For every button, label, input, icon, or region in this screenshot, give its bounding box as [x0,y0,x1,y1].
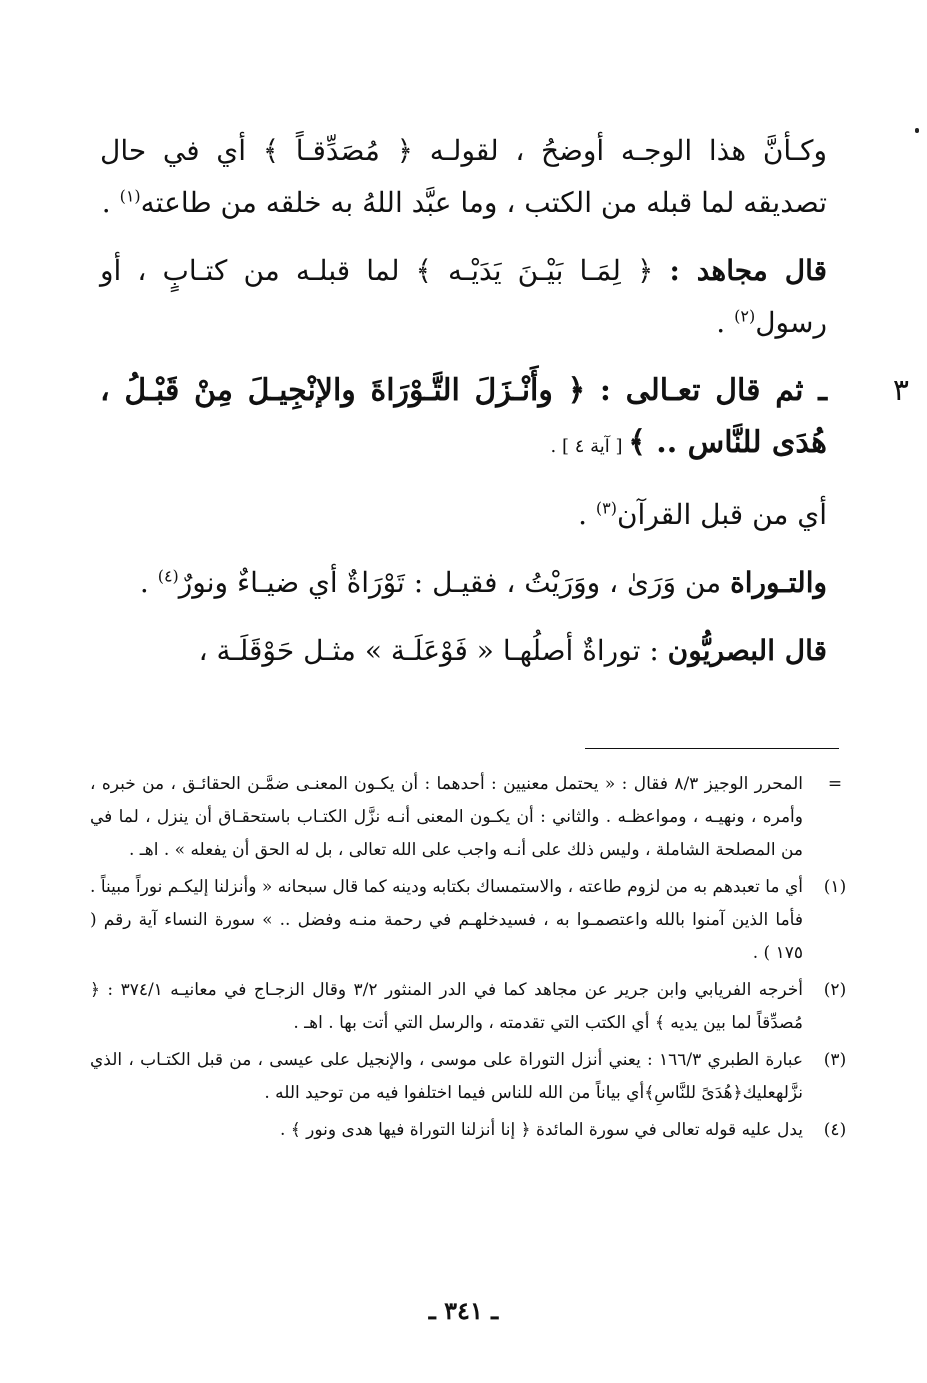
verse-end: . [550,436,557,457]
paragraph-5-end: . [139,566,158,599]
paragraph-6-text: : توراةٌ أصلُهـا « فَوْعَلَـة » مثـل حَوْقَلَـة ، [198,634,668,667]
paragraph-2-end: . [716,306,735,339]
paragraph-4-text: أي من قبل القرآن [616,498,827,531]
main-text [100,125,909,693]
paragraph-2 [100,245,827,349]
footnote-4 [90,1114,847,1147]
footnote-1-marker: (١) [823,877,847,897]
margin-speck [915,128,919,133]
paragraph-5 [100,557,827,609]
mujahid-lead: قال مجاهد : [669,254,827,287]
paragraph-1-text: وكـأنَّ هذا الوجـه أوضحُ ، لقولـه ﴿ مُصَدِّقـاً ﴾ أي في حال تصديقه لما قبله من الكتب ، وما عبَّد اللهُ به خلقه من طاعته [100,134,827,219]
footnote-3 [90,1044,847,1110]
verse-reference: [ آية ٤ ] [556,436,629,457]
footnote-ref-4[interactable]: (٤) [157,566,179,586]
footnote-1-text: أي ما تعبدهم به من لزوم طاعته ، والاستمساك بكتابه ودينه كما قال سبحانه « وأنزلنا إليكـم نوراً مبيناً . فأما الذين آمنوا بالله واعتصمـوا به ، فسيدخلهـم في رحمة منـه وفضل .. » سورة النساء آية رقم ( ١٧٥ ) . [90,877,803,963]
page-number: ـ ٣٤١ ـ [428,1296,499,1325]
paragraph-1-end: . [101,186,120,219]
numbered-item-3 [100,365,909,473]
footnote-4-text: يدل عليه قوله تعالى في سورة المائدة ﴿ إنا أنزلنا التوراة فيها هدى ونور ﴾ . [280,1120,803,1140]
footnote-continuation-text: المحرر الوجيز ٨/٣ فقال : « يحتمل معنيين : أحدهما : أن يكـون المعنـى ضمَّـن الحقائـق ، من خبره ، وأمره ، ونهيـه ، ومواعظـه . والثاني : أن يكـون المعنى أنـه نزَّل الكتـاب باستحقـاق أن ينزل ، لما في من المصلحة الشاملة ، وليس ذلك على أنـه واجب على الله تعالى ، بل له الحق أن يفعله » . اهـ . [90,774,803,860]
paragraph-4-end: . [578,498,596,531]
basriyun-lead: قال البصريُّون [667,634,827,667]
footnotes [90,768,847,1151]
footnote-continuation [90,768,843,867]
footnote-continuation-marker: = [827,774,843,794]
footnote-2 [90,974,847,1040]
verse-heading: ـ ثم قال تعـالى : ﴿ وأَنْـزَلَ التَّـوْرَاةَ والإنْجِيـلَ مِنْ قَبْـلُ ، هُدَى للنَّاس .. ﴾ [100,373,827,460]
paragraph-5-text: من وَرَىٰ ، ووَرَيْتُ ، فقيـل : تَوْرَاةٌ أي ضيـاءٌ ونورٌ [178,566,731,599]
tawrat-lead: والتـوراة [730,566,827,599]
paragraph-1 [100,125,827,229]
footnote-divider [585,748,839,749]
footnote-ref-1[interactable]: (١) [119,186,141,206]
footnote-2-text: أخرجه الفريابي وابن جرير عن مجاهد كما في الدر المنثور ٣/٢ وقال الزجـاج في معانيـه ٣٧٤/١ : ﴿ مُصدِّقاً لما بين يديه ﴾ أي الكتب التي تقدمته ، والرسل التي أتت بها . اهـ . [90,980,803,1033]
footnote-4-marker: (٤) [823,1120,847,1140]
footnote-3-marker: (٣) [823,1050,847,1070]
footnote-ref-2[interactable]: (٢) [734,306,756,326]
footnote-2-marker: (٢) [823,980,847,1000]
paragraph-6 [100,625,827,677]
paragraph-2-text: ﴿ لِمَـا بَيْـنَ يَدَيْـه ﴾ لما قبلـه من كتـابٍ ، أو رسول [100,254,827,339]
paragraph-4 [100,489,827,541]
footnote-ref-3[interactable]: (٣) [595,498,617,518]
item-number: ٣ [892,373,909,408]
footnote-3-text: عبارة الطبري ١٦٦/٣ : يعني أنزل التوراة على موسى ، والإنجيل على عيسى ، من قبل الكتـاب ، الذي نزَّلهعليك﴿هُدَىً للنَّاسِ﴾أي بياناً من الله للناس فيما اختلفوا فيه من توحيد الله . [90,1050,803,1103]
footnote-1 [90,871,847,970]
